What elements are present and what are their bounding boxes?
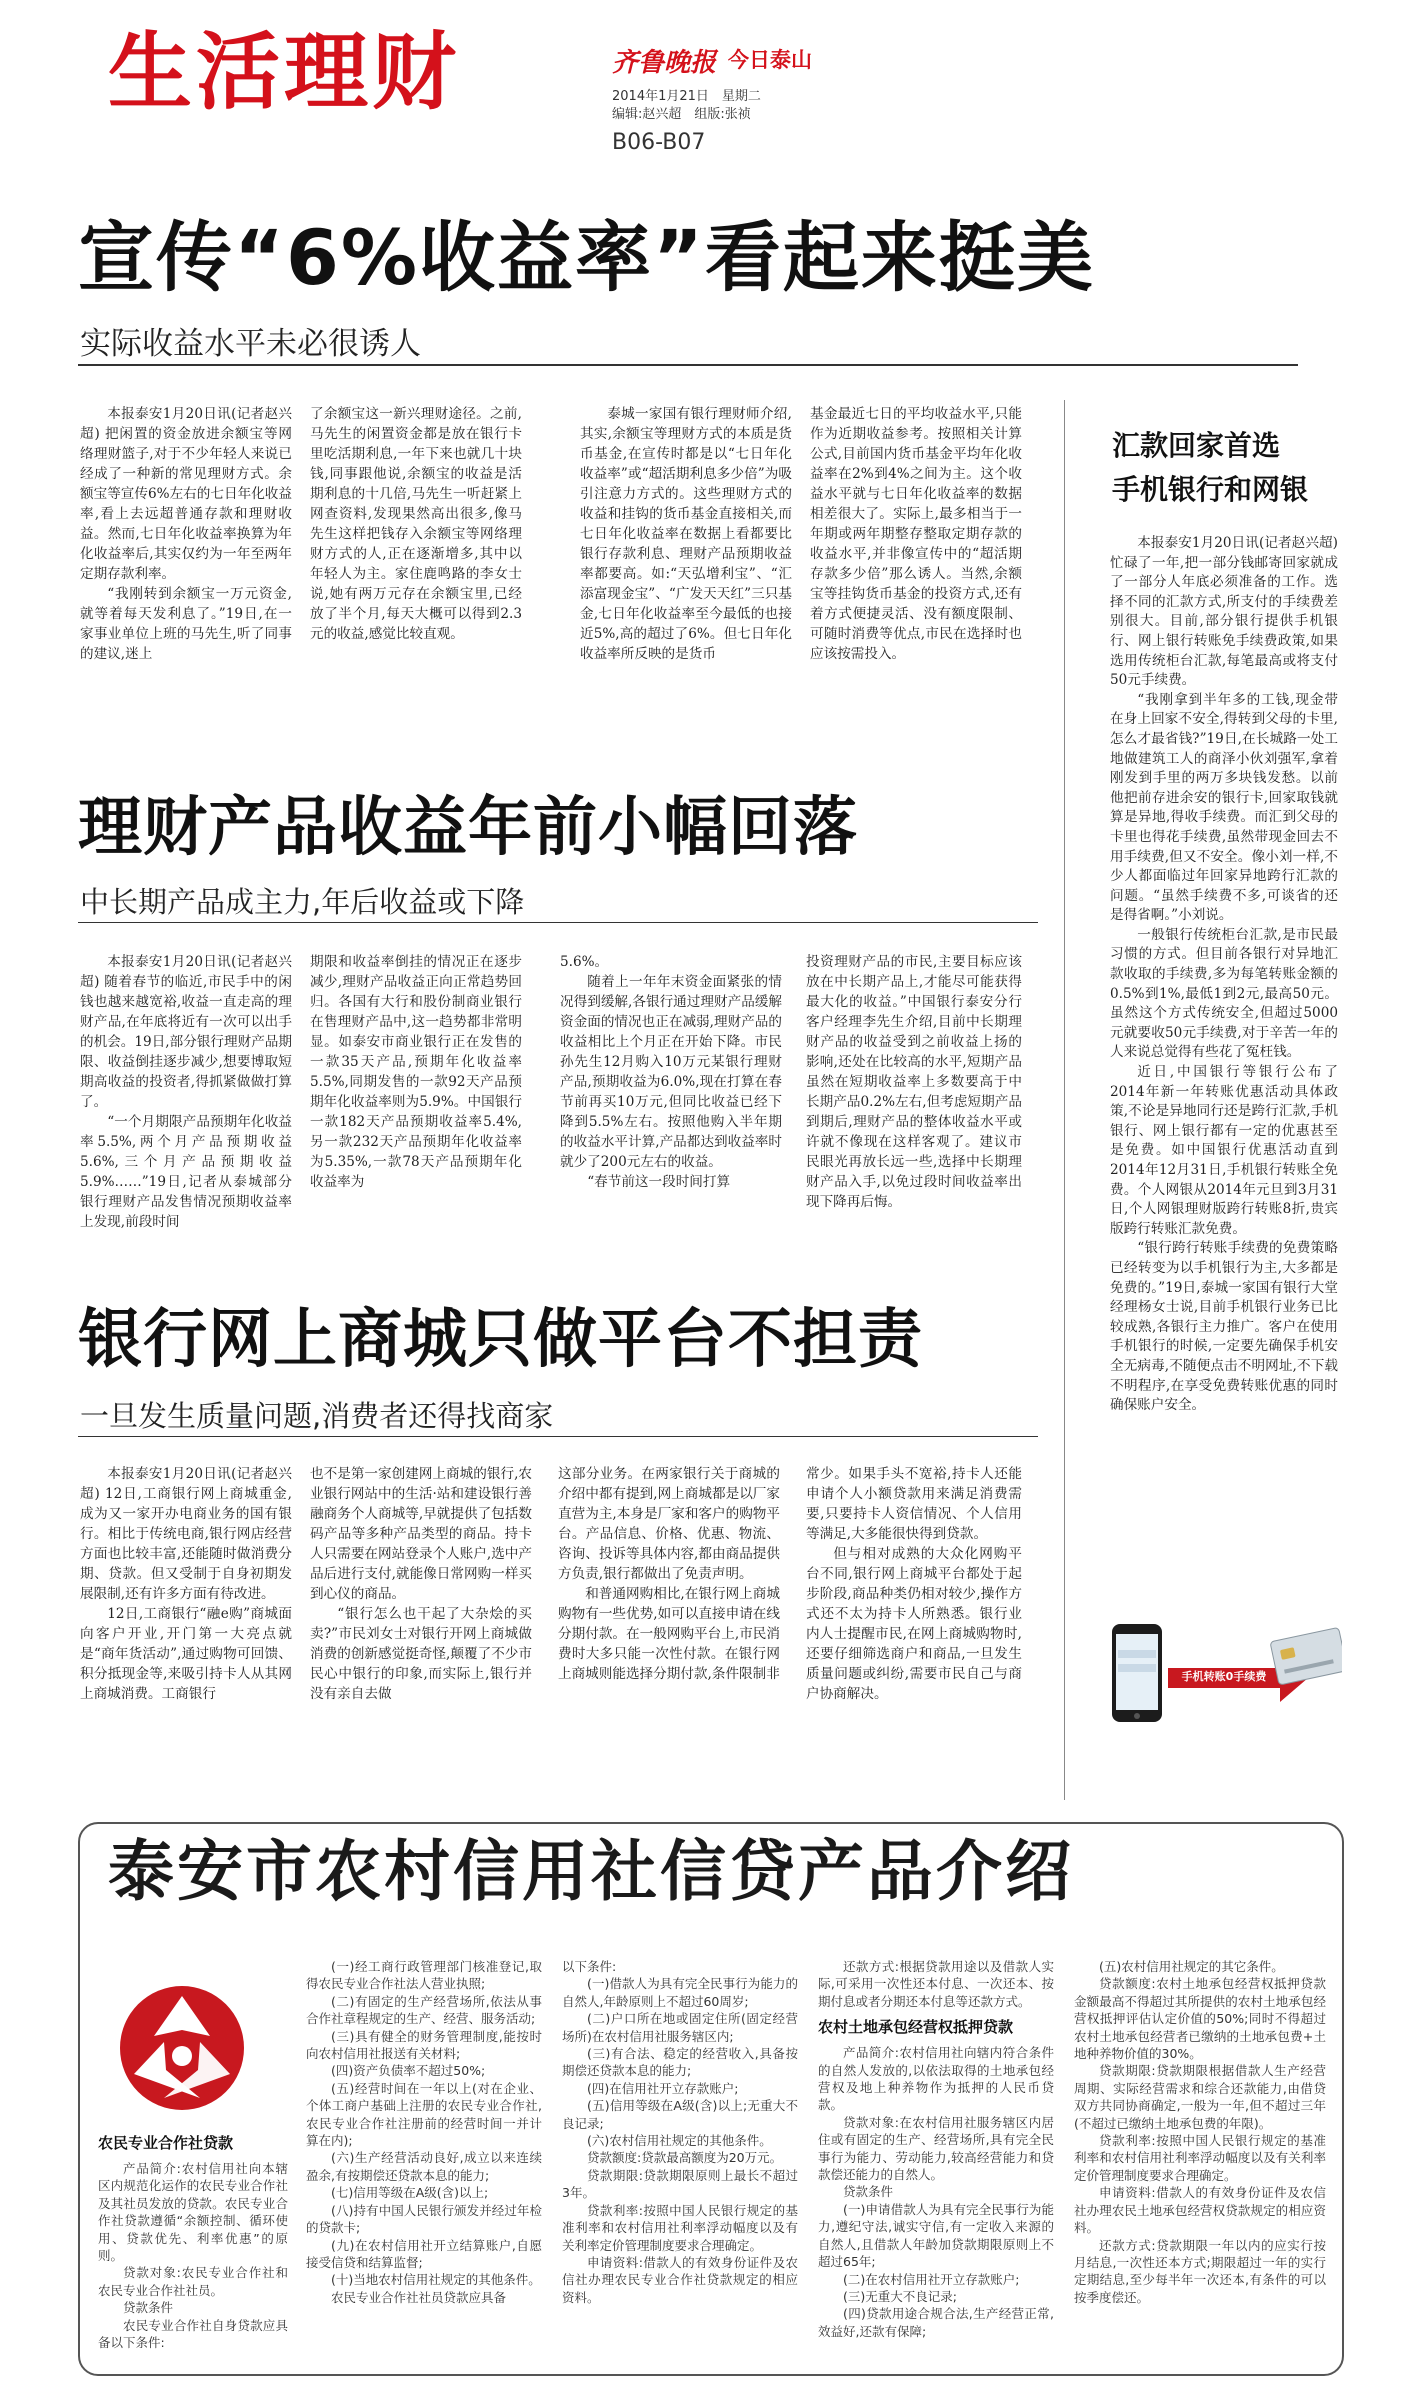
article2-col1: 本报泰安1月20日讯(记者赵兴超) 随着春节的临近,市民手中的闲钱也越来越宽裕,收益一直走高的理财产品,在年底将近有一次可以出手的机会。19日,部分银行理财产品期限、收益倒挂逐步减少,想要博取短期高收益的投资者,得抓紧做做打算了。 “一个月期限产品预期年化收益率5.5%,两个月产品预期收益5.6%,三个月产品预期收益5.9%……”19日,记者从泰城部分银行理财产品发售情况预期收益率上发现,前段时间 <box>80 954 292 1230</box>
article1-subhead: 实际收益水平未必很诱人 <box>80 326 421 362</box>
article3-rule <box>78 1436 1038 1437</box>
section-title: 生活理财 <box>108 23 461 121</box>
ad-col2: (一)经工商行政管理部门核准登记,取得农民专业合作社法人营业执照; (二)有固定的生产经营场所,依法从事合作社章程规定的生产、经营、服务活动; (三)具有健全的财务管理制度,能按时向农村信用社报送有关材料; (四)资产负债率不超过50%; (五)经营时间在一年以上(对在企业、个体工商户基础上注册的农民专业合作社,农民专业合作社注册前的经营时间一并计算在内); (六)生产经营活动良好,成立以来连续盈余,有按期偿还贷款本息的能力; (七)信用等级在A级(含)以上; (八)持有中国人民银行颁发并经过年检的贷款卡; (九)在农村信用社开立结算账户,自愿接受信贷和结算监督; (十)当地农村信用社规定的其他条件。 农民专业合作社社员贷款应具备 <box>306 1959 542 2305</box>
article3-headline: 银行网上商城只做平台不担责 <box>78 1303 923 1377</box>
phone-card-illustration <box>1110 1620 1342 1728</box>
article2-rule <box>78 922 1038 923</box>
ad-col5: (五)农村信用社规定的其它条件。 贷款额度:农村土地承包经营权抵押贷款金额最高不得超过其所提供的农村土地承包经营权抵押评估认定价值的50%;同时不得超过农村土地承包经营者已缴纳的土地承包费+土地种养物价值的30%。 贷款期限:贷款期限根据借款人生产经营周期、实际经营需求和综合还款能力,由借贷双方共同协商确定,一般为一年,但不超过三年(不超过已缴纳土地承包费的年限)。 贷款利率:按照中国人民银行规定的基准利率和农村信用社利率浮动幅度以及有关利率定价管理制度要求合理确定。 申请资料:借款人的有效身份证件及农信社办理农民土地承包经营权贷款规定的相应资料。 还款方式:贷款期限一年以内的应实行按月结息,一次性还本方式;期限超过一年的实行定期结息,至少每半年一次还本,有条件的可以按季度偿还。 <box>1074 1959 1326 2305</box>
article1-headline: 宣传“6%收益率”看起来挺美 <box>78 213 1095 302</box>
article1-col4: 基金最近七日的平均收益水平,只能作为近期收益参考。按照相关计算公式,目前国内货币基金平均年化收益率在2%到4%之间为主。这个收益水平就与七日年化收益率的数据相差很大了。实际上,最多相当于一年期或两年期整存整取定期存款的收益水平,并非像宣传中的“超活期存款多少倍”那么诱人。当然,余额宝等挂钩货币基金的投资方式,还有着方式便捷灵活、没有额度限制、可随时消费等优点,市民在选择时也应该按需投入。 <box>810 406 1022 662</box>
article2-headline: 理财产品收益年前小幅回落 <box>78 791 858 865</box>
article2-col3: 5.6%。 随着上一年年末资金面紧张的情况得到缓解,各银行通过理财产品缓解资金面的情况也正在减弱,理财产品的收益相比上个月正在开始下降。市民孙先生12月购入10万元某银行理财产品,预期收益为6.0%,现在打算在春节前再买10万元,但同比收益已经下降到5.5%左右。按照他购入半年期的收益水平计算,产品都达到收益率时就少了200元左右的收益。 “春节前这一段时间打算 <box>560 954 782 1190</box>
article2-col2: 期限和收益率倒挂的情况正在逐步减少,理财产品收益正向正常趋势回归。各国有大行和股份制商业银行在售理财产品中,这一趋势都非常明显。如泰安市商业银行正在发售的一款35天产品,预期年化收益率5.5%,同期发售的一款92天产品预期年化收益率则为5.9%。中国银行一款182天产品预期收益率5.4%,另一款232天产品预期年化收益率为5.35%,一款78天产品预期年化收益率为 <box>310 954 522 1190</box>
sidebar-divider <box>1064 400 1065 1800</box>
phone-caption: 手机转账0手续费 <box>1181 1670 1267 1683</box>
article1-col3: 泰城一家国有银行理财师介绍,其实,余额宝等理财方式的本质是货币基金,在宣传时都是以“七日年化收益率”或“超活期利息多少倍”为吸引注意力方式的。这些理财方式的收益和挂钩的货币基金直接相关,而七日年化收益率在数据上看都要比银行存款利息、理财产品预期收益率都要高。如:“天弘增利宝”、“汇添富现金宝”、“广发天天红”三只基金,七日年化收益率至今最低的也接近5%,高的超过了6%。但七日年化收益率所反映的是货币 <box>580 406 792 662</box>
sidebar-headline-1: 汇款回家首选 <box>1112 429 1281 462</box>
ad-col1: 产品简介:农村信用社向本辖区内规范化运作的农民专业合作社及其社员发放的贷款。农民专业合作社贷款遵循“余额控制、循环使用、贷款优先、利率优惠”的原则。 贷款对象:农民专业合作社和农民专业合作社社员。 贷款条件 农民专业合作社自身贷款应具备以下条件: <box>98 2161 288 2351</box>
article3-subhead: 一旦发生质量问题,消费者还得找商家 <box>80 1399 554 1433</box>
article2-col4: 投资理财产品的市民,主要目标应该放在中长期产品上,才能尽可能获得最大化的收益。”中国银行泰安分行客户经理李先生介绍,目前中长期理财产品的收益受到之前收益上扬的影响,还处在比较高的水平,短期产品虽然在短期收益率上多数要高于中长期产品0.2%左右,但考虑短期产品到期后,理财产品的整体收益水平或许就不像现在这样客观了。建议市民眼光再放长远一些,选择中长期理财产品入手,以免过段时间收益率出现下降再后悔。 <box>806 954 1022 1210</box>
article3-col4: 常少。如果手头不宽裕,持卡人还能申请个人小额贷款用来满足消费需要,只要持卡人资信情况、个人信用等满足,大多能很快得到贷款。 但与相对成熟的大众化网购平台不同,银行网上商城平台都处于起步阶段,商品种类仍相对较少,操作方式还不太为持卡人所熟悉。银行业内人士提醒市民,在网上商城购物时,还要仔细筛选商户和商品,一旦发生质量问题或纠纷,需要市民自己与商户协商解决。 <box>806 1466 1022 1702</box>
page-range: B06-B07 <box>612 130 706 155</box>
article3-col2: 也不是第一家创建网上商城的银行,农业银行网站中的生活·站和建设银行善融商务个人商城等,早就提供了包括数码产品等多种产品类型的商品。持卡人只需要在网站登录个人账户,选中产品后进行支付,就能像日常网购一样买到心仪的商品。 “银行怎么也干起了大杂烩的买卖?”市民刘女士对银行开网上商城做消费的创新感觉挺奇怪,颠覆了不少市民心中银行的印象,而实际上,银行并没有亲自去做 <box>310 1466 532 1702</box>
sidebar-body: 本报泰安1月20日讯(记者赵兴超) 忙碌了一年,把一部分钱邮寄回家就成了一部分人年底必须准备的工作。选择不同的汇款方式,所支付的手续费差别很大。目前,部分银行提供手机银行、网上银行转账免手续费政策,如果选用传统柜台汇款,每笔最高或将支付50元手续费。 “我刚拿到半年多的工钱,现金带在身上回家不安全,得转到父母的卡里,怎么才最省钱?”19日,在长城路一处工地做建筑工人的商泽小伙刘强军,拿着刚发到手里的两万多块钱发愁。以前他把前存进余安的银行卡,回家取钱就算是异地,得收手续费。而汇到父母的卡里也得花手续费,虽然带现金回去不用手续费,但又不安全。像小刘一样,不少人都面临过年回家异地跨行汇款的问题。“虽然手续费不多,可谈省的还是得省啊。”小刘说。 一般银行传统柜台汇款,是市民最习惯的方式。但目前各银行对异地汇款收取的手续费,多为每笔转账金额的0.5%到1%,最低1到2元,最高50元。虽然这个方式传统安全,但超过5000元就要收50元手续费,对于辛苦一年的人来说总觉得有些花了冤枉钱。 近日,中国银行等银行公布了2014年新一年转账优惠活动具体政策,不论是异地同行还是跨行汇款,手机银行、网上银行都有一定的优惠甚至是免费。如中国银行优惠活动直到2014年12月31日,手机银行转账全免费。个人网银从2014年元旦到3月31日,个人网银理财版跨行转账8折,贵宾版跨行转账汇款免费。 “银行跨行转账手续费的免费策略已经转变为以手机银行为主,大多都是免费的。”19日,泰城一家国有银行大堂经理杨女士说,目前手机银行业务已比较成熟,各银行主力推广。客户在使用手机银行的时候,一定要先确保手机安全无病毒,不随便点击不明网址,不下载不明程序,在享受免费转账优惠的同时确保账户安全。 <box>1110 535 1338 1414</box>
product1-heading: 农民专业合作社贷款 <box>98 2134 234 2152</box>
edition-name: 今日泰山 <box>728 48 812 72</box>
article1-col2: 了余额宝这一新兴理财途径。之前,马先生的闲置资金都是放在银行卡里吃活期利息,一年下来也就几十块钱,同事跟他说,余额宝的收益是活期利息的十几倍,马先生一听赶紧上网查资料,发现果然高出很多,像马先生这样把钱存入余额宝等网络理财方式的人,正在逐渐增多,其中以年轻人为主。家住鹿鸣路的李女士说,她有两万元存在余额宝里,已经放了半个月,每天大概可以得到2.3元的收益,感觉比较直观。 <box>310 406 522 642</box>
editors-line: 编辑:赵兴超 组版:张祯 <box>612 107 751 122</box>
sidebar-headline-2: 手机银行和网银 <box>1112 473 1309 506</box>
article1-col1: 本报泰安1月20日讯(记者赵兴超) 把闲置的资金放进余额宝等网络理财篮子,对于不少年轻人来说已经成了一种新的常见理财方式。余额宝等宣传6%左右的七日年化收益率,看上去远超普通存款和理财收益。然而,七日年化收益率换算为年化收益率后,其实仅约为一年至两年定期存款利率。 “我刚转到余额宝一万元资金,就等着每天发利息了。”19日,在一家事业单位上班的马先生,听了同事的建议,迷上 <box>80 406 292 662</box>
paper-name: 齐鲁晚报 <box>612 48 717 78</box>
ad-col3: 以下条件: (一)借款人为具有完全民事行为能力的自然人,年龄原则上不超过60周岁; (二)户口所在地或固定住所(固定经营场所)在农村信用社服务辖区内; (三)有合法、稳定的经营收入,具备按期偿还贷款本息的能力; (四)在信用社开立存款账户; (五)信用等级在A级(含)以上;无重大不良记录; (六)农村信用社规定的其他条件。 贷款额度:贷款最高额度为20万元。 贷款期限:贷款期限原则上最长不超过3年。 贷款利率:按照中国人民银行规定的基准利率和农村信用社利率浮动幅度以及有关利率定价管理制度要求合理确定。 申请资料:借款人的有效身份证件及农信社办理农民专业合作社贷款规定的相应资料。 <box>562 1959 798 2305</box>
article2-subhead: 中长期产品成主力,年后收益或下降 <box>80 885 525 919</box>
ad-title: 泰安市农村信用社信贷产品介绍 <box>108 1833 1074 1910</box>
masthead <box>0 0 1409 160</box>
product2-heading: 农村土地承包经营权抵押贷款 <box>818 2018 1014 2037</box>
date-line: 2014年1月21日 星期二 <box>612 89 761 104</box>
article3-col3: 这部分业务。在两家银行关于商城的介绍中都有提到,网上商城都是以厂家直营为主,本身是厂家和客户的购物平台。产品信息、价格、优惠、物流、咨询、投诉等具体内容,都由商品提供方负责,银行都做出了免责声明。 和普通网购相比,在银行网上商城购物有一些优势,如可以直接申请在线分期付款。在一般网购平台上,市民消费时大多只能一次性付款。在银行网上商城则能选择分期付款,条件限制非 <box>558 1466 780 1682</box>
article3-col1: 本报泰安1月20日讯(记者赵兴超) 12日,工商银行网上商城重金,成为又一家开办电商业务的国有银行。相比于传统电商,银行网店经营方面也比较丰富,还能随时做消费分期、贷款。但又受制于自身初期发展限制,还有许多方面有待改进。 12日,工商银行“融e购”商城面向客户开业,开门第一大亮点就是“商年货活动”,通过购物可回馈、积分抵现金等,来吸引持卡人从其网上商城消费。工商银行 <box>80 1466 292 1702</box>
credit-union-logo <box>94 1978 270 2126</box>
ad-col4: 还款方式:根据贷款用途以及借款人实际,可采用一次性还本付息、一次还本、按期付息或者分期还本付息等还款方式。 农村土地承包经营权抵押贷款 产品简介:农村信用社向辖内符合条件的自然人发放的,以依法取得的土地承包经营权及地上种养物作为抵押的人民币贷款。 贷款对象:在农村信用社服务辖区内居住或有固定的生产、经营场所,具有完全民事行为能力、劳动能力,较高经营能力和贷款偿还能力的自然人。 贷款条件 (一)申请借款人为具有完全民事行为能力,遵纪守法,诚实守信,有一定收入来源的自然人,且借款人年龄加贷款期限原则上不超过65年; (二)在农村信用社开立存款账户; (三)无重大不良记录; (四)贷款用途合规合法,生产经营正常,效益好,还款有保障; <box>818 1959 1054 2339</box>
article1-rule <box>78 364 1298 366</box>
